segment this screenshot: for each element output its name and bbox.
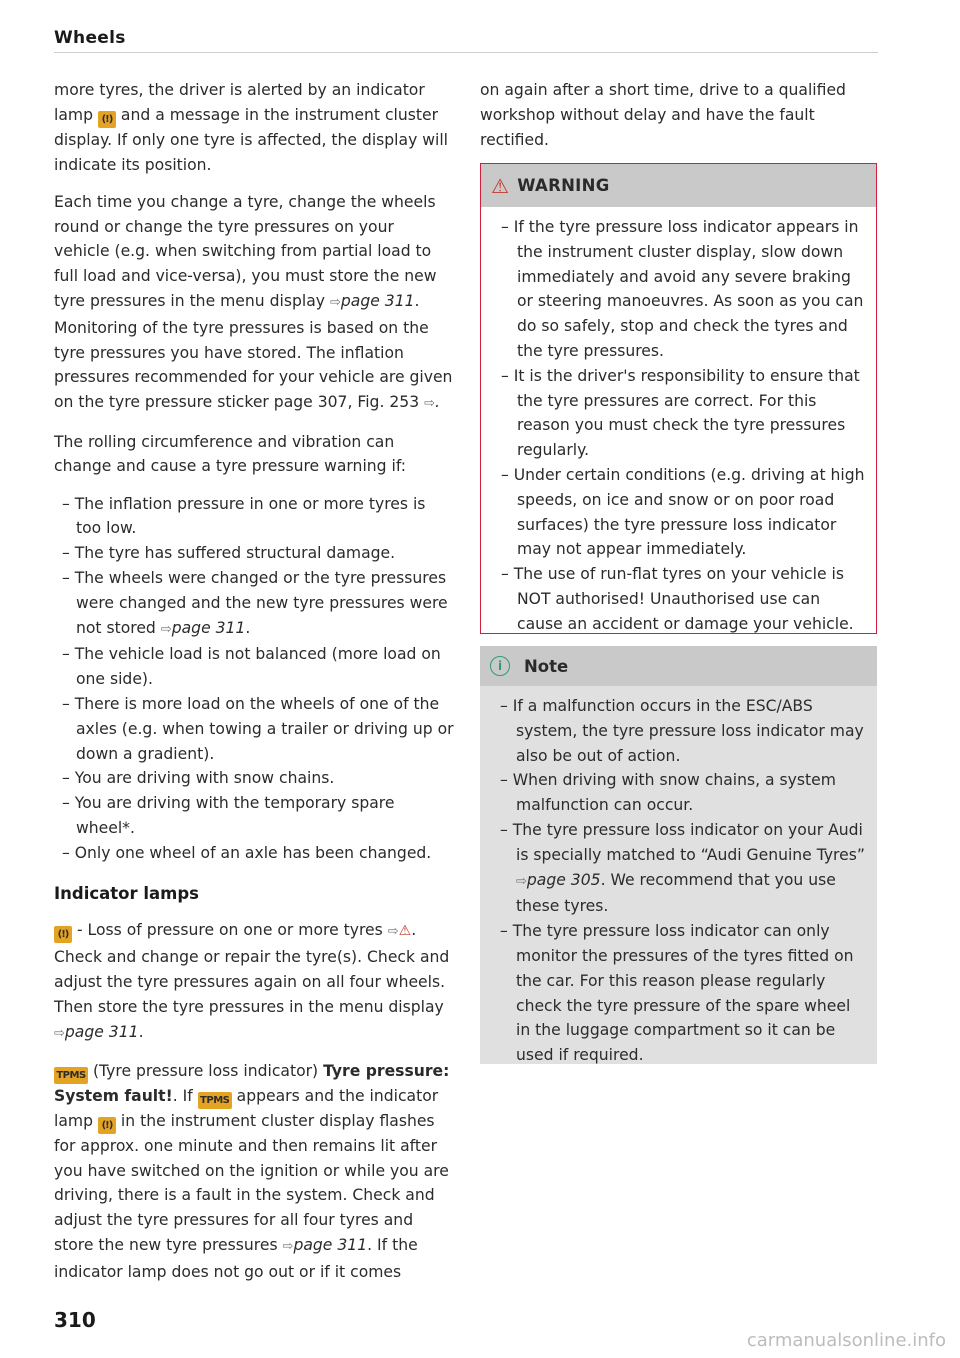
text-span: . [138, 1022, 144, 1041]
note-body [480, 686, 877, 1068]
list-item: – The tyre pressure loss indicator on your Audi is specially matched to “Audi Genuine Tyres” ⇨page 305. We recommend that you use these tyres. [500, 820, 865, 916]
info-icon: i [490, 656, 510, 676]
tpms-icon: TPMS [198, 1092, 232, 1109]
warning-header [481, 164, 876, 207]
tpms-icon: TPMS [54, 1067, 88, 1084]
text-span: . If [172, 1086, 193, 1105]
header-divider [54, 52, 878, 53]
text-span: It is the driver's responsibility to ensure that the tyre pressures are correct. For this reason you must check the tyre pressures regularly. [513, 366, 860, 460]
section-heading: Indicator lamps [54, 883, 199, 903]
text-span: Only one wheel of an axle has been changed. [74, 843, 432, 862]
note-title: Note [524, 656, 569, 676]
list-item: – The inflation pressure in one or more tyres is too low. [62, 494, 426, 538]
text-span: The wheels were changed or the tyre pressures were changed and the new tyre pressures were not stored [74, 569, 448, 637]
list-item: – It is the driver's responsibility to ensure that the tyre pressures are correct. For this reason you must check the tyre pressures regularly. [501, 366, 860, 460]
paragraph-lamp [54, 918, 454, 1046]
text-span: There is more load on the wheels of one of the axles (e.g. when towing a trailer or driving up or down a gradient). [74, 695, 454, 763]
text-span: The vehicle load is not balanced (more load on one side). [74, 645, 441, 689]
page-link[interactable]: page 311 [293, 1236, 368, 1255]
page-number: 310 [54, 1308, 96, 1332]
text-span: in the instrument cluster display flashes for approx. one minute and then remains lit after you have switched on the ignition or while you are driving, there is a fault in the system. Check and adjust the tyre pressures for all four tyres and store the new tyre pressures [54, 1111, 449, 1255]
text-span: . [245, 618, 251, 637]
page-link[interactable]: page 305 [526, 870, 601, 889]
causes-list [54, 492, 454, 866]
warning-triangle-icon[interactable]: ⚠ [398, 923, 412, 940]
arrow-ref-icon: ⇨ [424, 396, 435, 412]
note-header [480, 646, 877, 686]
paragraph-rolling: The rolling circumference and vibration can change and cause a tyre pressure warning if: [54, 432, 407, 476]
text-span: - Loss of pressure on one or more tyres [76, 921, 383, 940]
list-item: – The wheels were changed or the tyre pressures were changed and the new tyre pressures were not stored ⇨page 311. [62, 569, 448, 637]
arrow-ref-icon: ⇨ [516, 873, 527, 889]
text-span: If a malfunction occurs in the ESC/ABS system, the tyre pressure loss indicator may also be out of action. [512, 697, 864, 765]
arrow-ref-icon: ⇨ [387, 924, 399, 940]
warning-body [481, 207, 876, 637]
text-span: . Check and change or repair the tyre(s). Check and adjust the tyre pressures again on all four wheels. Then store the tyre pressures in the menu display [54, 921, 450, 1016]
note-box [480, 646, 877, 1064]
text-span: Under certain conditions (e.g. driving at high speeds, on ice and snow or on poor road surfaces) the tyre pressure loss indicator may not appear immediately. [513, 465, 865, 559]
text-span: and a message in the instrument cluster display. If only one tyre is affected, the display will indicate its position. [54, 105, 449, 174]
text-span: . Monitoring of the tyre pressures is based on the tyre pressures you have stored. The inflation pressures recommended for your vehicle are given on the tyre pressure sticker [54, 292, 453, 412]
page-header-title: Wheels [54, 28, 126, 48]
text-span: You are driving with snow chains. [74, 769, 335, 788]
page-link[interactable]: page 311 [171, 618, 246, 637]
arrow-ref-icon: ⇨ [329, 295, 341, 311]
warning-title: WARNING [517, 176, 610, 195]
list-item: – There is more load on the wheels of one of the axles (e.g. when towing a trailer or driving up or down a gradient). [62, 695, 454, 763]
tyre-pressure-lamp-icon: (!) [98, 111, 116, 128]
arrow-ref-icon: ⇨ [54, 1025, 65, 1041]
text-span: If the tyre pressure loss indicator appears in the instrument cluster display, slow down immediately and avoid any severe braking or steering manoeuvres. As soon as you can do so safely, stop and check the tyres and the tyre pressures. [513, 218, 864, 360]
text-span: page 307, Fig. 253 [273, 393, 420, 412]
watermark: carmanualsonline.info [746, 1330, 946, 1351]
paragraph-continued: on again after a short time, drive to a qualified workshop without delay and have the fault rectified. [480, 81, 846, 149]
arrow-ref-icon: ⇨ [160, 621, 172, 637]
text-span: The inflation pressure in one or more tyres is too low. [74, 494, 426, 538]
list-item: – The tyre has suffered structural damage. [62, 544, 396, 563]
list-item: – Under certain conditions (e.g. driving at high speeds, on ice and snow or on poor road surfaces) the tyre pressure loss indicator may not appear immediately. [501, 465, 865, 559]
text-span: The tyre pressure loss indicator on your Audi is specially matched to “Audi Genuine Tyres” [512, 820, 865, 864]
note-list [490, 694, 867, 1068]
list-item: – The use of run-flat tyres on your vehicle is NOT authorised! Unauthorised use can cause an accident or damage your vehicle. [501, 565, 854, 633]
text-span: You are driving with the temporary spare wheel*. [74, 794, 395, 838]
list-item: – You are driving with the temporary spare wheel*. [62, 794, 395, 838]
list-item: – You are driving with snow chains. [62, 769, 335, 788]
tyre-pressure-lamp-icon: (!) [54, 926, 72, 943]
page-link[interactable]: page 311 [64, 1022, 139, 1041]
text-span: more tyres, the driver is alerted by an indicator lamp [54, 81, 425, 124]
text-span: (Tyre pressure loss indicator) [92, 1061, 319, 1080]
list-item: – Only one wheel of an axle has been changed. [62, 843, 432, 862]
text-span: Each time you change a tyre, change the wheels round or change the tyre pressures on your vehicle (e.g. when switching from partial load to full load and vice-versa), you must store the new tyre pressures in the menu display [54, 192, 437, 311]
text-span: The tyre pressure loss indicator can only monitor the pressures of the tyres fitted on the car. For this reason please regularly check the tyre pressure of the spare wheel in the luggage compartment so it can be used if required. [512, 922, 854, 1065]
text-span: . We recommend that you use these tyres. [516, 870, 836, 916]
paragraph-change-tyre [54, 190, 454, 417]
warning-triangle-icon: ⚠ [491, 173, 510, 198]
list-item: – When driving with snow chains, a system malfunction can occur. [500, 771, 836, 815]
paragraph-intro [54, 78, 454, 177]
text-span: The use of run-flat tyres on your vehicle is NOT authorised! Unauthorised use can cause an accident or damage your vehicle. [513, 565, 854, 633]
tyre-pressure-lamp-icon: (!) [98, 1117, 116, 1134]
right-column [480, 78, 878, 165]
list-item: – If the tyre pressure loss indicator appears in the instrument cluster display, slow down immediately and avoid any severe braking or steering manoeuvres. As soon as you can do so safely, stop and check the tyres and the tyre pressures. [501, 218, 864, 360]
paragraph-tpms [54, 1059, 454, 1285]
list-item: – If a malfunction occurs in the ESC/ABS system, the tyre pressure loss indicator may also be out of action. [500, 697, 864, 765]
arrow-ref-icon: ⇨ [282, 1239, 294, 1255]
page-link[interactable]: page 311 [340, 292, 415, 311]
text-span: . If the indicator lamp does not go out or if it comes [54, 1236, 418, 1281]
text-span: appears and the indicator lamp [54, 1086, 439, 1130]
list-item: – The vehicle load is not balanced (more load on one side). [62, 645, 441, 689]
text-span: When driving with snow chains, a system malfunction can occur. [512, 771, 836, 815]
left-column [54, 78, 454, 1297]
warning-list [491, 215, 866, 637]
text-span: The tyre has suffered structural damage. [74, 544, 396, 563]
list-item: – The tyre pressure loss indicator can only monitor the pressures of the tyres fitted on the car. For this reason please regularly check the tyre pressure of the spare wheel in the luggage compartment so it can be used if required. [500, 922, 854, 1065]
warning-box [480, 163, 877, 634]
page-link[interactable]: . [435, 393, 440, 412]
fault-message: Tyre pressure: System fault! [54, 1061, 450, 1105]
